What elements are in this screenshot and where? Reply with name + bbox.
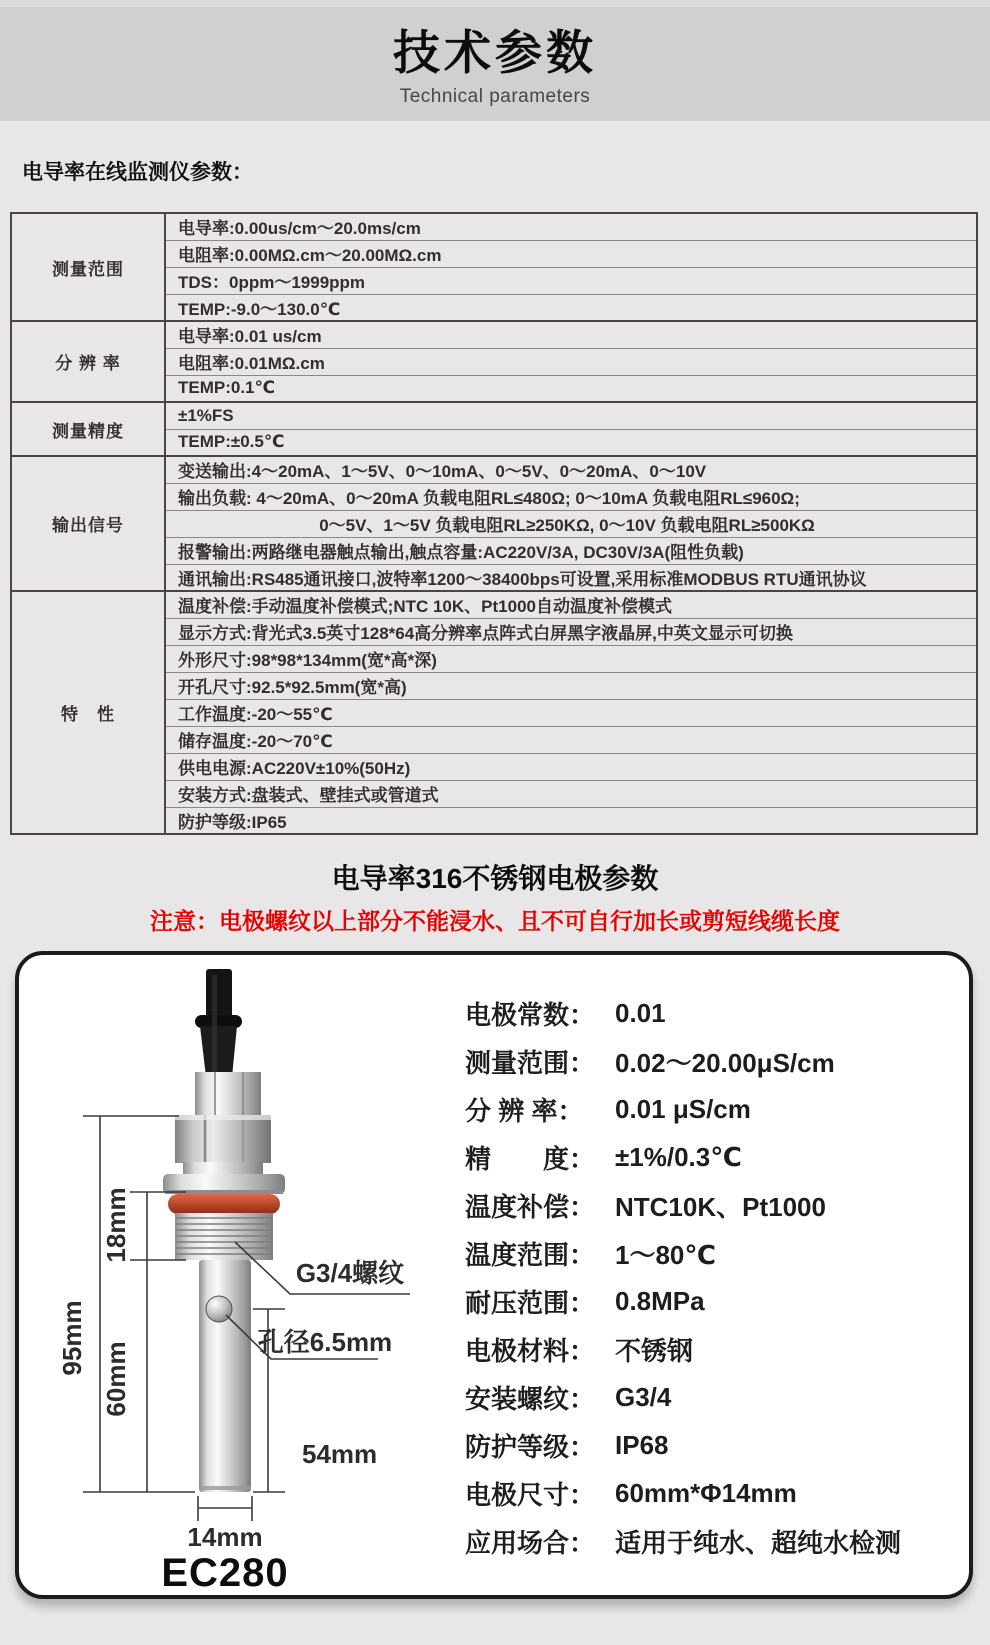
table-group-label: 测量精度: [11, 402, 165, 456]
spec-value: 0.8MPa: [615, 1285, 705, 1316]
page-title: 技术参数: [393, 26, 597, 79]
spec-row: [465, 1277, 965, 1325]
spec-row: [465, 1373, 965, 1421]
table-value-cell: TEMP:-9.0～130.0℃: [165, 294, 977, 321]
table-value-cell: 电阻率:0.01MΩ.cm: [165, 348, 977, 375]
spec-row: [465, 1181, 965, 1229]
table-value-cell: TDS：0ppm～1999ppm: [165, 267, 977, 294]
dim-60mm-label: 60mm: [101, 1341, 131, 1417]
dim-95mm-label: 95mm: [57, 1300, 87, 1376]
spec-label: 电极常数：: [465, 999, 596, 1030]
table-row: [11, 213, 977, 240]
dim-18mm-label: 18mm: [101, 1187, 131, 1263]
table-group-label: 测量范围: [11, 213, 165, 321]
table-value-cell: 显示方式:背光式3.5英寸128*64高分辨率点阵式白屏黑字液晶屏,中英文显示可切换: [165, 618, 977, 645]
model-label: EC280: [161, 1551, 289, 1595]
table-value-cell: 报警输出:两路继电器触点输出,触点容量:AC220V/3A, DC30V/3A(阻性负载): [165, 537, 977, 564]
electrode-warning-note: 注意：电极螺纹以上部分不能浸水、且不可自行加长或剪短线缆长度: [150, 908, 840, 934]
electrode-card: [15, 951, 973, 1599]
table-row: [11, 321, 977, 348]
spec-value: NTC10K、Pt1000: [615, 1191, 826, 1222]
table-group-label: 输出信号: [11, 456, 165, 591]
hole-callout-label: 孔径6.5mm: [257, 1327, 393, 1357]
page-subtitle: Technical parameters: [399, 86, 591, 107]
spec-label: 应用场合：: [465, 1527, 596, 1558]
table-row: [11, 456, 977, 483]
parameter-table: [10, 212, 978, 835]
spec-value: 适用于纯水、超纯水检测: [615, 1527, 902, 1558]
spec-row: [465, 1325, 965, 1373]
meter-section-heading: 电导率在线监测仪参数：: [22, 161, 253, 184]
table-value-cell: 工作温度:-20～55℃: [165, 699, 977, 726]
spec-value: G3/4: [615, 1381, 672, 1412]
spec-label: 安装螺纹：: [465, 1383, 596, 1414]
table-value-cell: TEMP:0.1℃: [165, 375, 977, 402]
spec-label: 分 辨 率：: [465, 1095, 584, 1126]
table-value-cell: ±1%FS: [165, 402, 977, 429]
spec-label: 电极尺寸：: [465, 1479, 596, 1510]
electrode-photo: [163, 969, 285, 1492]
table-value-cell: 0～5V、1～5V 负载电阻RL≥250KΩ, 0～10V 负载电阻RL≥500KΩ: [165, 510, 977, 537]
spec-value: 1～80℃: [615, 1239, 716, 1270]
spec-value: 0.01: [615, 997, 666, 1028]
spec-value: 0.02～20.00μS/cm: [615, 1047, 835, 1078]
table-value-cell: 防护等级:IP65: [165, 807, 977, 834]
spec-row: [465, 1085, 965, 1133]
table-row: [11, 591, 977, 618]
spec-value: ±1%/0.3℃: [615, 1141, 742, 1172]
spec-label: 温度范围：: [465, 1239, 596, 1270]
dim-14mm-label: 14mm: [187, 1522, 263, 1552]
table-value-cell: 安装方式:盘装式、壁挂式或管道式: [165, 780, 977, 807]
electrode-diagram: [19, 955, 459, 1595]
spec-row: [465, 1517, 965, 1565]
table-value-cell: 储存温度:-20～70℃: [165, 726, 977, 753]
table-value-cell: 电阻率:0.00MΩ.cm～20.00MΩ.cm: [165, 240, 977, 267]
table-value-cell: 通讯输出:RS485通讯接口,波特率1200～38400bps可设置,采用标准MODBUS RTU通讯协议: [165, 564, 977, 591]
table-value-cell: 外形尺寸:98*98*134mm(宽*高*深): [165, 645, 977, 672]
thread-callout-label: G3/4螺纹: [295, 1258, 405, 1288]
table-value-cell: 温度补偿:手动温度补偿模式;NTC 10K、Pt1000自动温度补偿模式: [165, 591, 977, 618]
spec-value: 不锈钢: [615, 1335, 694, 1366]
electrode-section-title: 电导率316不锈钢电极参数: [331, 863, 659, 894]
spec-row: [465, 1469, 965, 1517]
spec-label: 精 度：: [465, 1143, 596, 1174]
table-group-label: 特 性: [11, 591, 165, 834]
spec-label: 耐压范围：: [465, 1287, 596, 1318]
table-value-cell: 电导率:0.00us/cm～20.0ms/cm: [165, 213, 977, 240]
spec-row: [465, 989, 965, 1037]
table-value-cell: 电导率:0.01 us/cm: [165, 321, 977, 348]
table-value-cell: 输出负载: 4～20mA、0～20mA 负载电阻RL≤480Ω; 0～10mA 负载电阻RL≤960Ω;: [165, 483, 977, 510]
table-group-label: 分 辨 率: [11, 321, 165, 402]
spec-label: 防护等级：: [465, 1431, 596, 1462]
table-value-cell: 供电电源:AC220V±10%(50Hz): [165, 753, 977, 780]
table-value-cell: 开孔尺寸:92.5*92.5mm(宽*高): [165, 672, 977, 699]
dim-54mm-label: 54mm: [302, 1439, 378, 1469]
table-value-cell: TEMP:±0.5℃: [165, 429, 977, 456]
spec-row: [465, 1037, 965, 1085]
electrode-spec-list: [465, 989, 965, 1565]
spec-row: [465, 1229, 965, 1277]
spec-value: 60mm*Φ14mm: [615, 1477, 797, 1508]
table-value-cell: 变送输出:4～20mA、1～5V、0～10mA、0～5V、0～20mA、0～10V: [165, 456, 977, 483]
spec-label: 电极材料：: [465, 1335, 596, 1366]
table-row: [11, 402, 977, 429]
spec-value: 0.01 μS/cm: [615, 1093, 751, 1124]
spec-label: 测量范围：: [465, 1047, 596, 1078]
top-strip: [0, 0, 990, 7]
spec-row: [465, 1421, 965, 1469]
spec-value: IP68: [615, 1429, 669, 1460]
spec-row: [465, 1133, 965, 1181]
spec-label: 温度补偿：: [465, 1191, 596, 1222]
